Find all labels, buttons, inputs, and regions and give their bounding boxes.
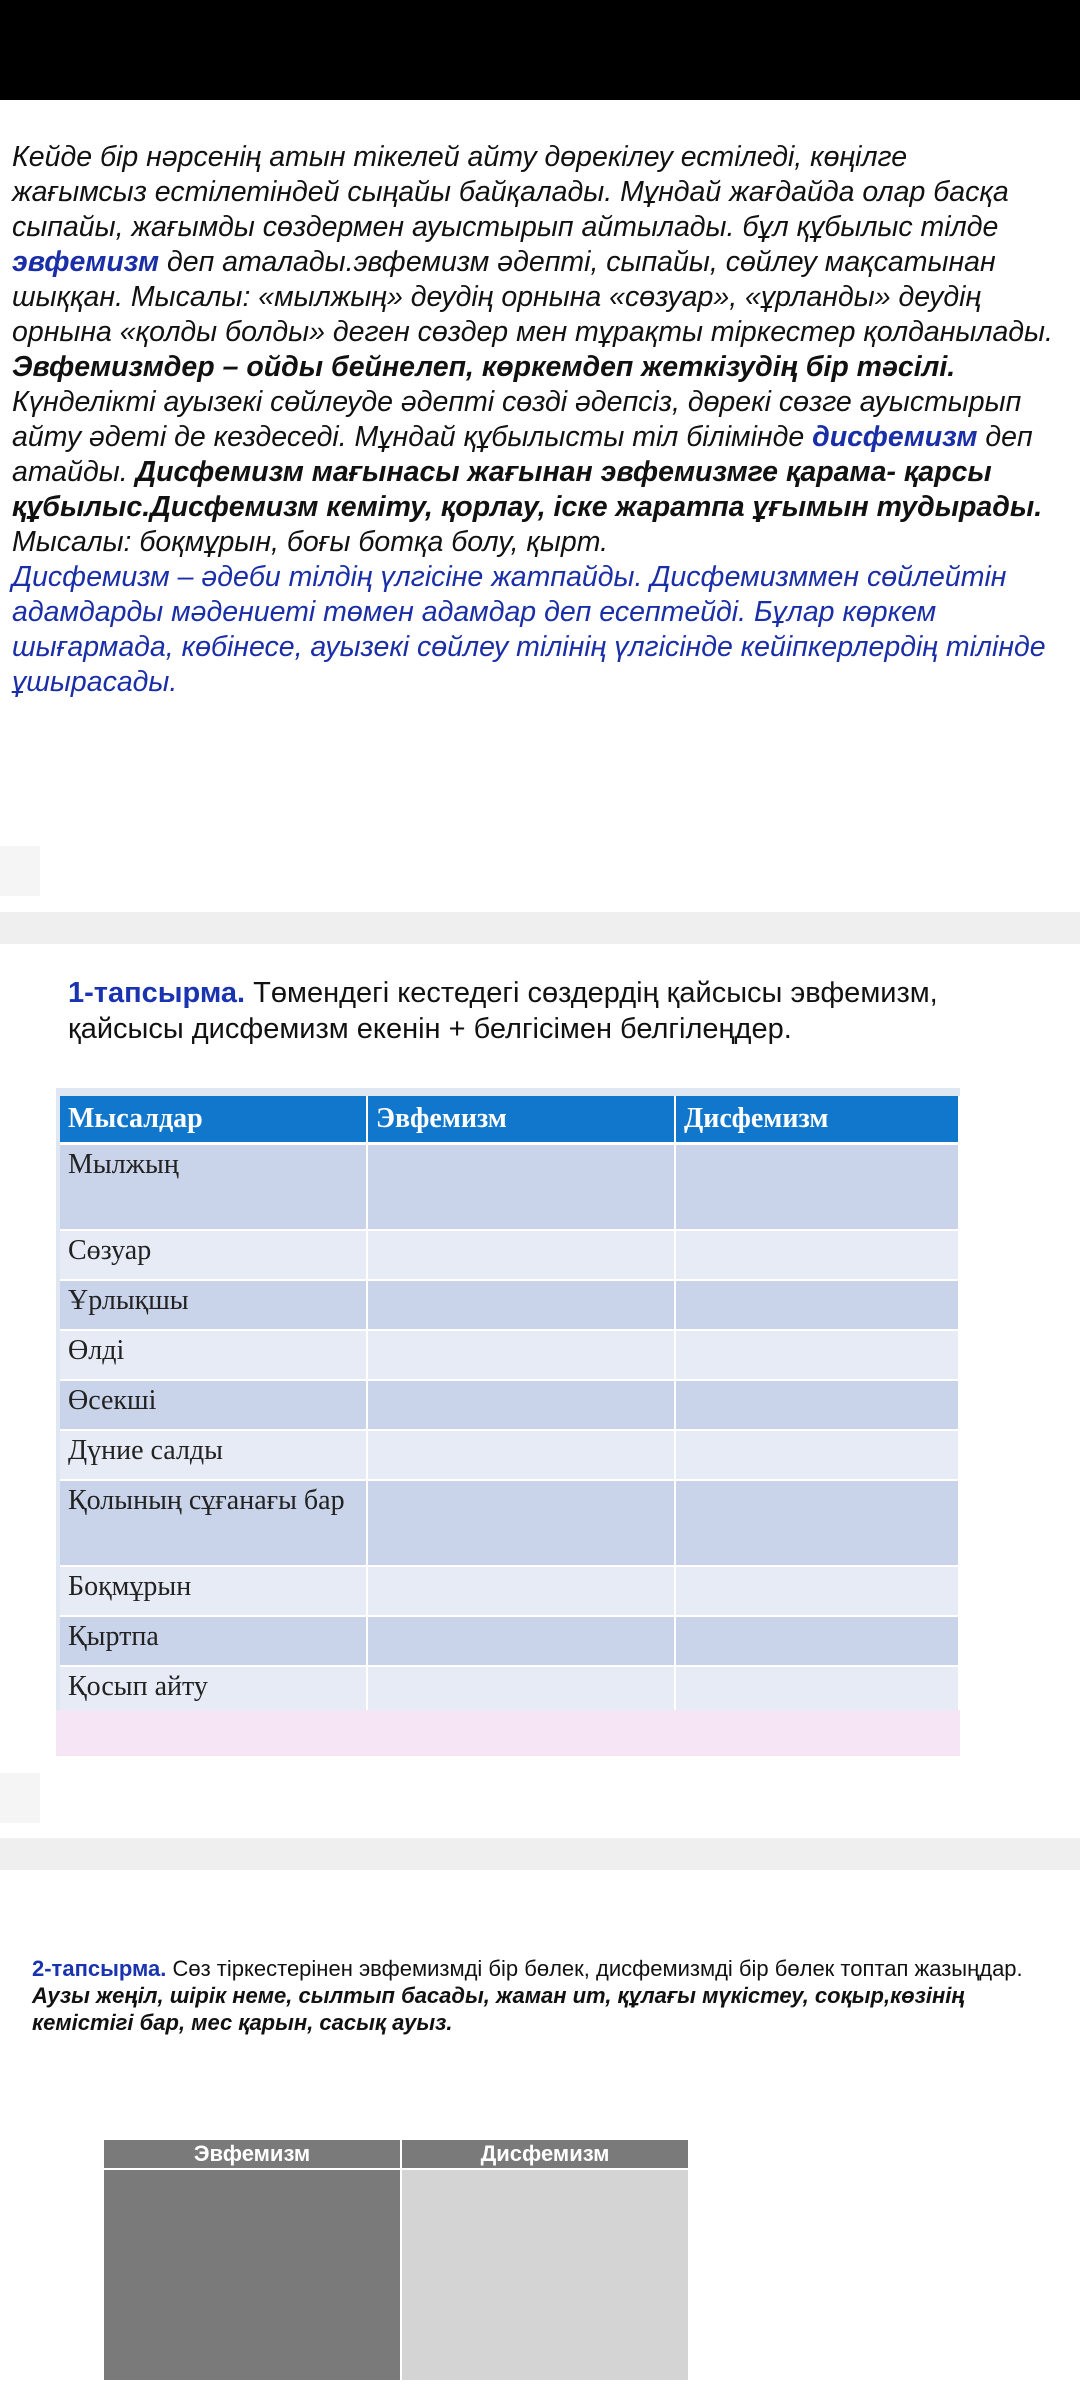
answer-cell[interactable] <box>367 1230 675 1280</box>
answer-cell[interactable] <box>367 1430 675 1480</box>
paragraph-line <box>12 210 1080 245</box>
page-gap-marker <box>0 1773 40 1823</box>
page-gap-marker <box>0 846 40 896</box>
table-row <box>60 1616 959 1666</box>
example-cell: Дүние салды <box>60 1430 367 1480</box>
answer-cell[interactable] <box>675 1616 959 1666</box>
text: деп аталады.эвфемизм әдепті, сыпайы, сөйлеу мақсатынан <box>159 246 996 278</box>
term-euphemism: эвфемизм <box>12 246 160 278</box>
example-cell: Өлді <box>60 1330 367 1380</box>
column-header-examples: Мысалдар <box>60 1096 367 1144</box>
table-row <box>60 1144 959 1231</box>
task1-label: 1-тапсырма. <box>68 977 246 1009</box>
paragraph-line <box>12 490 1080 525</box>
page-separator <box>0 1838 1080 1870</box>
euphemism-answer-cell[interactable] <box>104 2170 400 2380</box>
table-row <box>60 1666 959 1716</box>
paragraph-line <box>12 420 1080 455</box>
paragraph-line <box>12 315 1080 350</box>
answer-cell[interactable] <box>675 1430 959 1480</box>
definition-bold: Эвфемизмдер – ойды бейнелеп, көркемдеп жеткізудің бір тәсілі. <box>12 351 956 383</box>
paragraph-line <box>12 630 1080 665</box>
text: атайды. <box>12 456 136 488</box>
task2-label: 2-тапсырма. <box>32 1956 167 1981</box>
text: Кейде бір нәрсенің атын тікелей айту дөрекілеу естіледі, көңілге <box>12 141 908 173</box>
table-row <box>60 1280 959 1330</box>
text: адамдарды мәдениеті төмен адамдар деп есептейді. Бұлар көркем <box>12 596 937 628</box>
answer-cell[interactable] <box>675 1144 959 1231</box>
answer-cell[interactable] <box>675 1480 959 1566</box>
task2-line: кемістігі бар, мес қарын, сасық ауыз. <box>32 2010 453 2035</box>
paragraph-line <box>12 350 1080 385</box>
paragraph-line <box>12 525 1080 560</box>
answer-cell[interactable] <box>675 1230 959 1280</box>
text: жағымсыз естілетіндей сыңайы байқалады. Мұндай жағдайда олар басқа <box>12 176 1009 208</box>
dysphemism-answer-cell[interactable] <box>402 2170 688 2380</box>
column-header-euphemism: Эвфемизм <box>104 2140 400 2168</box>
text: ұшырасады. <box>12 666 178 698</box>
text: деп <box>977 421 1033 453</box>
task2-table <box>104 2140 688 2380</box>
paragraph-line <box>12 140 1080 175</box>
paragraph-line <box>12 280 1080 315</box>
table-header-row <box>60 1096 959 1144</box>
definition-bold: құбылыс.Дисфемизм кеміту, қорлау, іске жаратпа ұғымын тудырады. <box>12 491 1043 523</box>
example-cell: Қолының сұғанағы бар <box>60 1480 367 1566</box>
answer-cell[interactable] <box>367 1566 675 1616</box>
text: Дисфемизм – әдеби тілдің үлгісіне жатпайды. Дисфемизммен сөйлейтін <box>12 561 1007 593</box>
top-black-bar <box>0 0 1080 100</box>
answer-cell[interactable] <box>367 1616 675 1666</box>
column-header-dysphemism: Дисфемизм <box>675 1096 959 1144</box>
paragraph-line <box>12 175 1080 210</box>
example-cell: Өсекші <box>60 1380 367 1430</box>
table-row <box>60 1566 959 1616</box>
example-cell: Боқмұрын <box>60 1566 367 1616</box>
text: Мысалы: боқмұрын, боғы ботқа болу, қырт. <box>12 526 609 558</box>
answer-cell[interactable] <box>367 1144 675 1231</box>
table-row <box>60 1230 959 1280</box>
column-header-euphemism: Эвфемизм <box>367 1096 675 1144</box>
answer-cell[interactable] <box>367 1280 675 1330</box>
text: шығармада, көбінесе, ауызекі сөйлеу тілінің үлгісінде кейіпкерлердің тілінде <box>12 631 1046 663</box>
answer-cell[interactable] <box>367 1666 675 1716</box>
text: Күнделікті ауызекі сөйлеуде әдепті сөзді әдепсіз, дөрекі сөзге ауыстырып <box>12 386 1022 418</box>
table-row <box>60 1330 959 1380</box>
task1-table <box>56 1088 960 1756</box>
intro-paragraph <box>12 140 1080 700</box>
table-row <box>60 1380 959 1430</box>
answer-cell[interactable] <box>367 1330 675 1380</box>
column-header-dysphemism: Дисфемизм <box>402 2140 688 2168</box>
example-cell: Қыртпа <box>60 1616 367 1666</box>
example-cell: Сөзуар <box>60 1230 367 1280</box>
answer-cell[interactable] <box>367 1380 675 1430</box>
answer-cell[interactable] <box>675 1280 959 1330</box>
answer-cell[interactable] <box>367 1480 675 1566</box>
paragraph-line <box>12 595 1080 630</box>
term-dysphemism: дисфемизм <box>812 421 978 453</box>
page-separator <box>0 912 1080 944</box>
task2-line <box>32 1955 1080 1982</box>
text: сыпайы, жағымды сөздермен ауыстырып айтылады. бұл құбылыс тілде <box>12 211 999 243</box>
example-cell: Мылжың <box>60 1144 367 1231</box>
text: шыққан. Мысалы: «мылжың» деудің орнына «сөзуар», «ұрланды» деудің <box>12 281 982 313</box>
classification-table <box>60 1096 960 1717</box>
answer-cell[interactable] <box>675 1666 959 1716</box>
task1-line <box>68 975 1068 1011</box>
paragraph-line <box>12 385 1080 420</box>
answer-cell[interactable] <box>675 1566 959 1616</box>
text: Сөз тіркестерінен эвфемизмді бір бөлек, дисфемизмді бір бөлек топтап жазыңдар. <box>166 1956 1023 1981</box>
table-row <box>60 1430 959 1480</box>
paragraph-line <box>12 245 1080 280</box>
task2-line: Аузы жеңіл, шірік неме, сылтып басады, жаман ит, құлағы мүкістеу, соқыр,көзінің <box>32 1983 965 2008</box>
text: айту әдеті де кездеседі. Мұндай құбылысты тіл білімінде <box>12 421 813 453</box>
task1-instruction <box>68 975 1068 1047</box>
table-row <box>60 1480 959 1566</box>
text: Төмендегі кестедегі сөздердің қайсысы эвфемизм, <box>245 977 938 1009</box>
paragraph-line <box>12 560 1080 595</box>
paragraph-line <box>12 455 1080 490</box>
text: орнына «қолды болды» деген сөздер мен тұрақты тіркестер қолданылады. <box>12 316 1053 348</box>
paragraph-line <box>12 665 1080 700</box>
task2-instruction <box>32 1955 1080 2036</box>
example-cell: Қосып айту <box>60 1666 367 1716</box>
answer-cell[interactable] <box>675 1380 959 1430</box>
answer-cell[interactable] <box>675 1330 959 1380</box>
example-cell: Ұрлықшы <box>60 1280 367 1330</box>
definition-bold: Дисфемизм мағынасы жағынан эвфемизмге қарама- қарсы <box>135 456 992 488</box>
table-footer-band <box>56 1710 960 1756</box>
task1-line: қайсысы дисфемизм екенін + белгісімен белгілеңдер. <box>68 1013 792 1045</box>
